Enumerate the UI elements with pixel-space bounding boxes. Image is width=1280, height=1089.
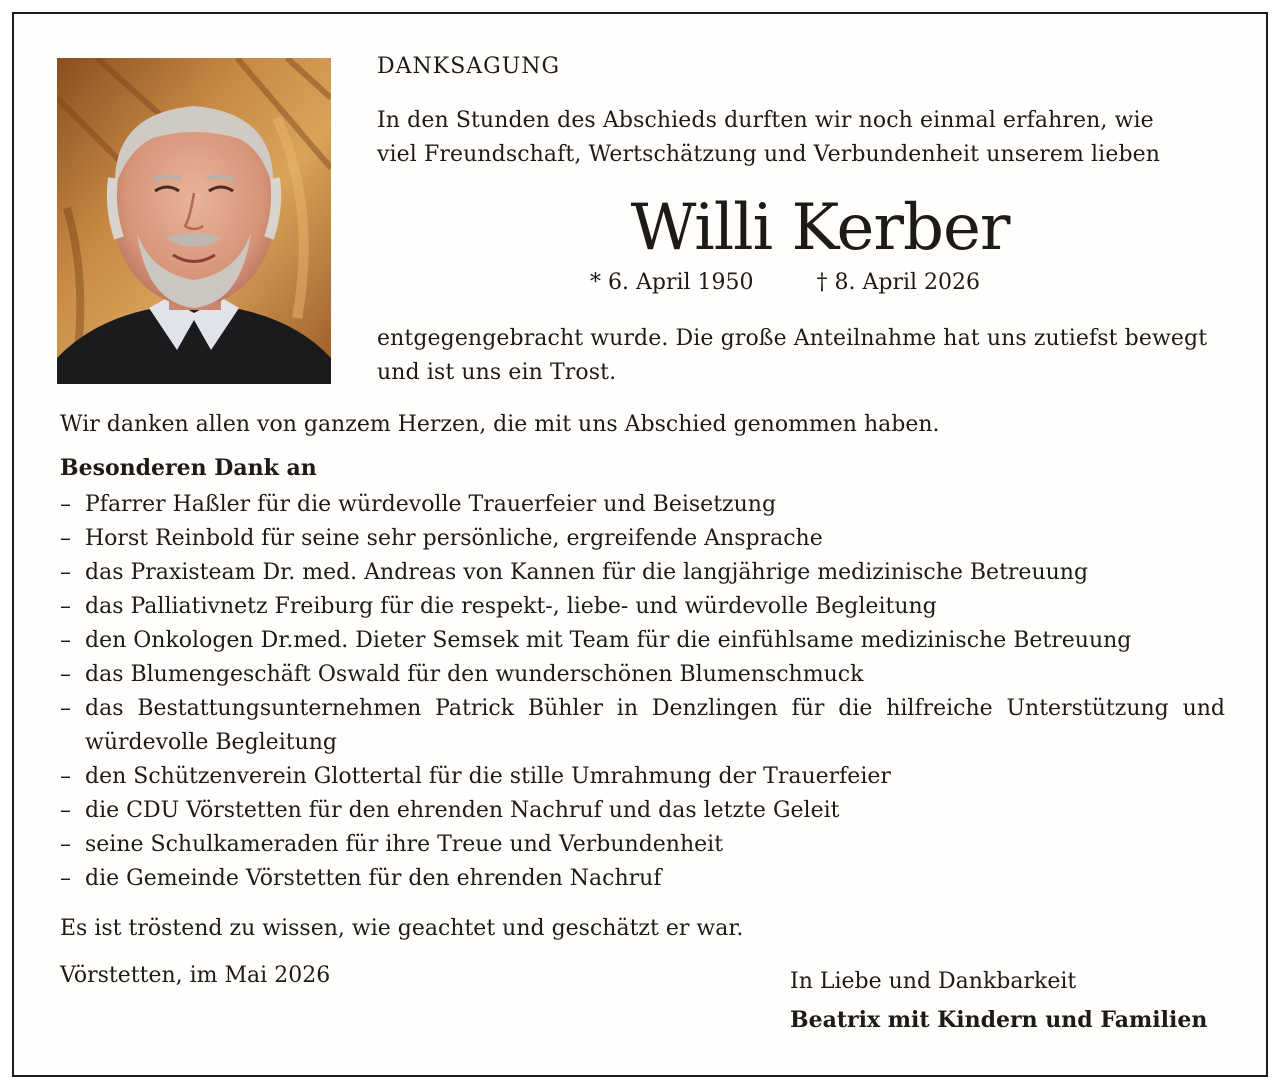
thanks-all-text: Wir danken allen von ganzem Herzen, die mit uns Abschied genommen haben.: [60, 412, 940, 437]
birth-date: * 6. April 1950: [590, 270, 754, 295]
special-thanks-list: [60, 488, 1225, 896]
list-item: [60, 522, 1225, 556]
dash-bullet: –: [60, 764, 71, 789]
intro-line-1: In den Stunden des Abschieds durften wir noch einmal erfahren, wie: [377, 108, 1154, 133]
dash-bullet: –: [60, 594, 71, 619]
list-item: [60, 658, 1225, 692]
list-item: [60, 828, 1225, 862]
signature-line-2: Beatrix mit Kindern und Familien: [790, 1007, 1208, 1033]
list-item-text: die Gemeinde Vörstetten für den ehrenden Nachruf: [85, 866, 662, 891]
special-thanks-title: Besonderen Dank an: [60, 455, 317, 481]
life-dates: [590, 270, 980, 295]
dash-bullet: –: [60, 866, 71, 891]
list-item-text: die CDU Vörstetten für den ehrenden Nachruf und das letzte Geleit: [85, 798, 840, 823]
signature-block: [790, 963, 1207, 1039]
signature-line-1: In Liebe und Dankbarkeit: [790, 969, 1077, 994]
dash-bullet: –: [60, 798, 71, 823]
dash-bullet: –: [60, 628, 71, 653]
list-item-text: Horst Reinbold für seine sehr persönliche, ergreifende Ansprache: [85, 526, 823, 551]
list-item-text: Pfarrer Haßler für die würdevolle Trauerfeier und Beisetzung: [85, 492, 777, 517]
danksagung-heading: DANKSAGUNG: [377, 54, 561, 79]
intro-line-2: viel Freundschaft, Wertschätzung und Verbundenheit unserem lieben: [377, 142, 1161, 167]
after-name-line-2: und ist uns ein Trost.: [377, 360, 617, 385]
list-item: [60, 624, 1225, 658]
list-item-text: das Palliativnetz Freiburg für die respekt-, liebe- und würdevolle Begleitung: [85, 594, 937, 619]
list-item-text: den Schützenverein Glottertal für die stille Umrahmung der Trauerfeier: [85, 764, 891, 789]
closing-text: Es ist tröstend zu wissen, wie geachtet und geschätzt er war.: [60, 916, 744, 941]
place-date: Vörstetten, im Mai 2026: [60, 963, 331, 988]
dash-bullet: –: [60, 526, 71, 551]
list-item: [60, 488, 1225, 522]
list-item-text: seine Schulkameraden für ihre Treue und Verbundenheit: [85, 832, 724, 857]
dash-bullet: –: [60, 662, 71, 687]
list-item: [60, 590, 1225, 624]
dash-bullet: –: [60, 492, 71, 517]
dash-bullet: –: [60, 832, 71, 857]
list-item-text: das Bestattungsunternehmen Patrick Bühler in Denzlingen für die hilfreiche Unterstützung und würdevolle Begleitung: [85, 696, 1225, 755]
deceased-name: Willi Kerber: [630, 191, 1010, 265]
list-item: [60, 692, 1225, 760]
list-item-text: den Onkologen Dr.med. Dieter Semsek mit Team für die einfühlsame medizinische Betreuung: [85, 628, 1132, 653]
list-item: [60, 556, 1225, 590]
after-name-line-1: entgegengebracht wurde. Die große Anteilnahme hat uns zutiefst bewegt: [377, 326, 1208, 351]
list-item: [60, 760, 1225, 794]
death-date: † 8. April 2026: [816, 270, 981, 295]
dash-bullet: –: [60, 560, 71, 585]
dash-bullet: –: [60, 696, 71, 721]
list-item: [60, 794, 1225, 828]
list-item: [60, 862, 1225, 896]
list-item-text: das Praxisteam Dr. med. Andreas von Kannen für die langjährige medizinische Betreuung: [85, 560, 1089, 585]
list-item-text: das Blumengeschäft Oswald für den wunderschönen Blumenschmuck: [85, 662, 864, 687]
